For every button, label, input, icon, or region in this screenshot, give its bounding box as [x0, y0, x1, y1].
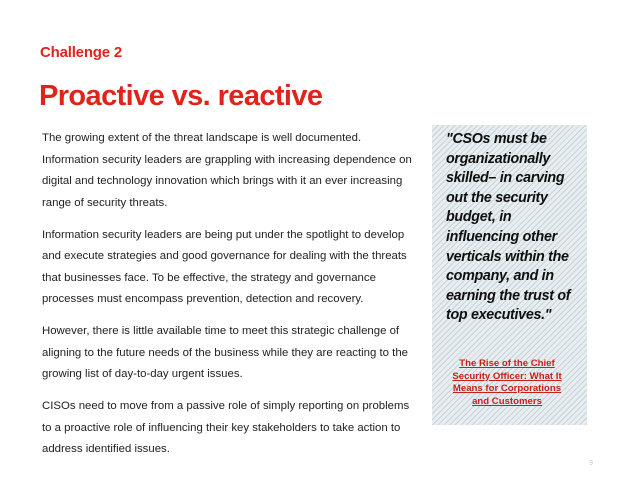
- paragraph: CISOs need to move from a passive role of simply reporting on problems to a proactive role of influencing their key stakeholders to take action to address identified issues.: [42, 400, 410, 455]
- paragraph: Information security leaders are being put under the spotlight to develop and execute strategies and good governance for dealing with the threats that businesses face. To be effective, the strategy and governance processes must encompass prevention, detection and recovery.: [42, 228, 407, 305]
- paragraph: The growing extent of the threat landscape is well documented. Information security leaders are grappling with increasing dependence on digital and technology innovation which brings with it an ever increasing range of security threats.: [42, 132, 412, 209]
- slide-kicker: Challenge 2: [40, 44, 122, 61]
- paragraph: However, there is little available time to meet this strategic challenge of aligning to the future needs of the business while they are reacting to the growing list of day-to-day urgent issues.: [42, 325, 409, 380]
- page-number: 9: [589, 460, 593, 467]
- body-text: [42, 128, 414, 471]
- slide-title: Proactive vs. reactive: [39, 80, 323, 112]
- pull-quote: "CSOs must be organizationally skilled– in carving out the security budget, in influencing other verticals within the company, and in earning the trust of top executives.": [446, 131, 571, 324]
- quote-source-link[interactable]: The Rise of the Chief Security Officer: What It Means for Corporations and Customers: [452, 358, 562, 407]
